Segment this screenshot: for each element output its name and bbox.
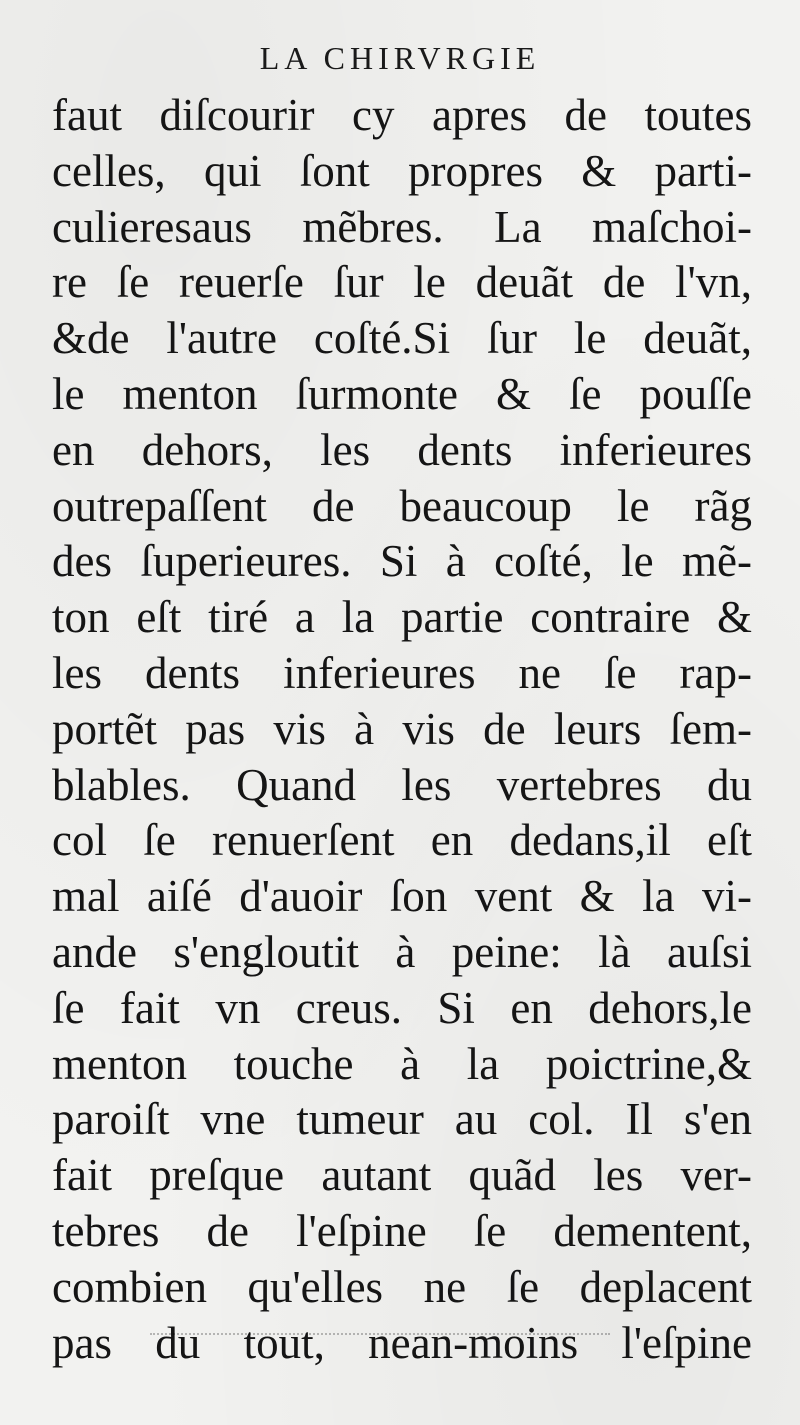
text-line: col ſe renuerſent en dedans,il eſt (52, 815, 752, 866)
text-line: ton eſt tiré a la partie contraire & (52, 592, 752, 643)
text-line: pas du tout, nean-moins l'eſpine (52, 1317, 752, 1368)
text-line: le menton ſurmonte & ſe pouſſe (52, 368, 752, 419)
text-line: re ſe reuerſe ſur le deuãt de l'vn, (52, 257, 752, 308)
text-block (52, 88, 752, 1371)
text-line: paroiſt vne tumeur au col. Il s'en (52, 1094, 752, 1145)
text-line: faut diſcourir cy apres de toutes (52, 90, 752, 140)
text-line: celles, qui ſont propres & parti- (52, 145, 752, 196)
text-line: &de l'autre coſté.Si ſur le deuãt, (52, 313, 752, 364)
text-line: menton touche à la poictrine,& (52, 1038, 752, 1089)
text-line: fait preſque autant quãd les ver- (52, 1150, 752, 1201)
text-line: outrepaſſent de beaucoup le rãg (52, 480, 752, 531)
text-line: combien qu'elles ne ſe deplacent (52, 1261, 752, 1312)
text-line: blables. Quand les vertebres du (52, 759, 752, 810)
text-line: portẽt pas vis à vis de leurs ſem- (52, 703, 752, 754)
text-line: culieresaus mẽbres. La maſchoi- (52, 201, 752, 252)
text-line: mal aiſé d'auoir ſon vent & la vi- (52, 871, 752, 922)
text-line: ande s'engloutit à peine: là auſsi (52, 926, 752, 977)
text-line: ſe fait vn creus. Si en dehors,le (52, 982, 752, 1033)
text-line: en dehors, les dents inferieures (52, 424, 752, 475)
text-line: tebres de l'eſpine ſe dementent, (52, 1205, 752, 1256)
text-line: des ſuperieures. Si à coſté, le mẽ- (52, 536, 752, 587)
text-line: les dents inferieures ne ſe rap- (52, 647, 752, 698)
bottom-rule (150, 1333, 610, 1335)
running-head: LA CHIRVRGIE (259, 40, 541, 76)
